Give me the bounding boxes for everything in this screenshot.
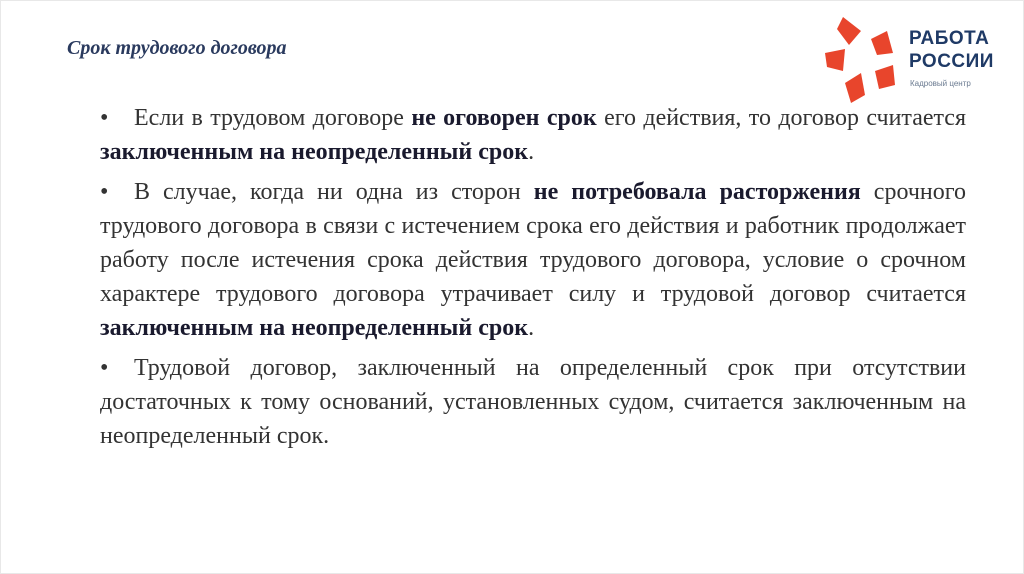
slide-content [100,101,966,459]
emphasis-text: не оговорен срок [411,105,597,131]
rabota-rossii-logo [821,15,1011,105]
bullet-marker: • [100,355,109,381]
body-text: . [528,139,535,165]
logo-text [909,27,994,73]
logo-line1: РАБОТА [909,28,990,49]
bullet-marker: • [100,105,109,131]
bullet-paragraph [100,175,966,345]
body-text: его действия, то договор считается [596,105,966,131]
logo-line2: РОССИИ [909,51,994,72]
body-text: срочного трудового договора в связи с истечением срока его действия и работник продолжает работу после истечения срока действия трудового договора, условие о срочном характере трудового договора утрачивает силу и трудовой договор считается [100,179,966,307]
emphasis-text: не потребовала расторжения [533,179,861,205]
body-text: В случае, когда ни одна из сторон [134,179,534,205]
body-text: Если в трудовом договоре [134,105,412,131]
logo-subtitle: Кадровый центр [910,79,971,88]
bullet-paragraph [100,101,966,169]
bullet-paragraph [100,351,966,453]
emphasis-text: заключенным на неопределенный срок [100,139,529,165]
body-text: Трудовой договор, заключенный на определенный срок при отсутствии достаточных к тому оснований, установленных судом, считается заключенным на неопределенный срок. [100,355,966,449]
emphasis-text: заключенным на неопределенный срок [100,315,529,341]
body-text: . [528,315,535,341]
slide-title: Срок трудового договора [67,37,287,59]
bullet-marker: • [100,179,109,205]
logo-arrows-icon [821,15,905,105]
